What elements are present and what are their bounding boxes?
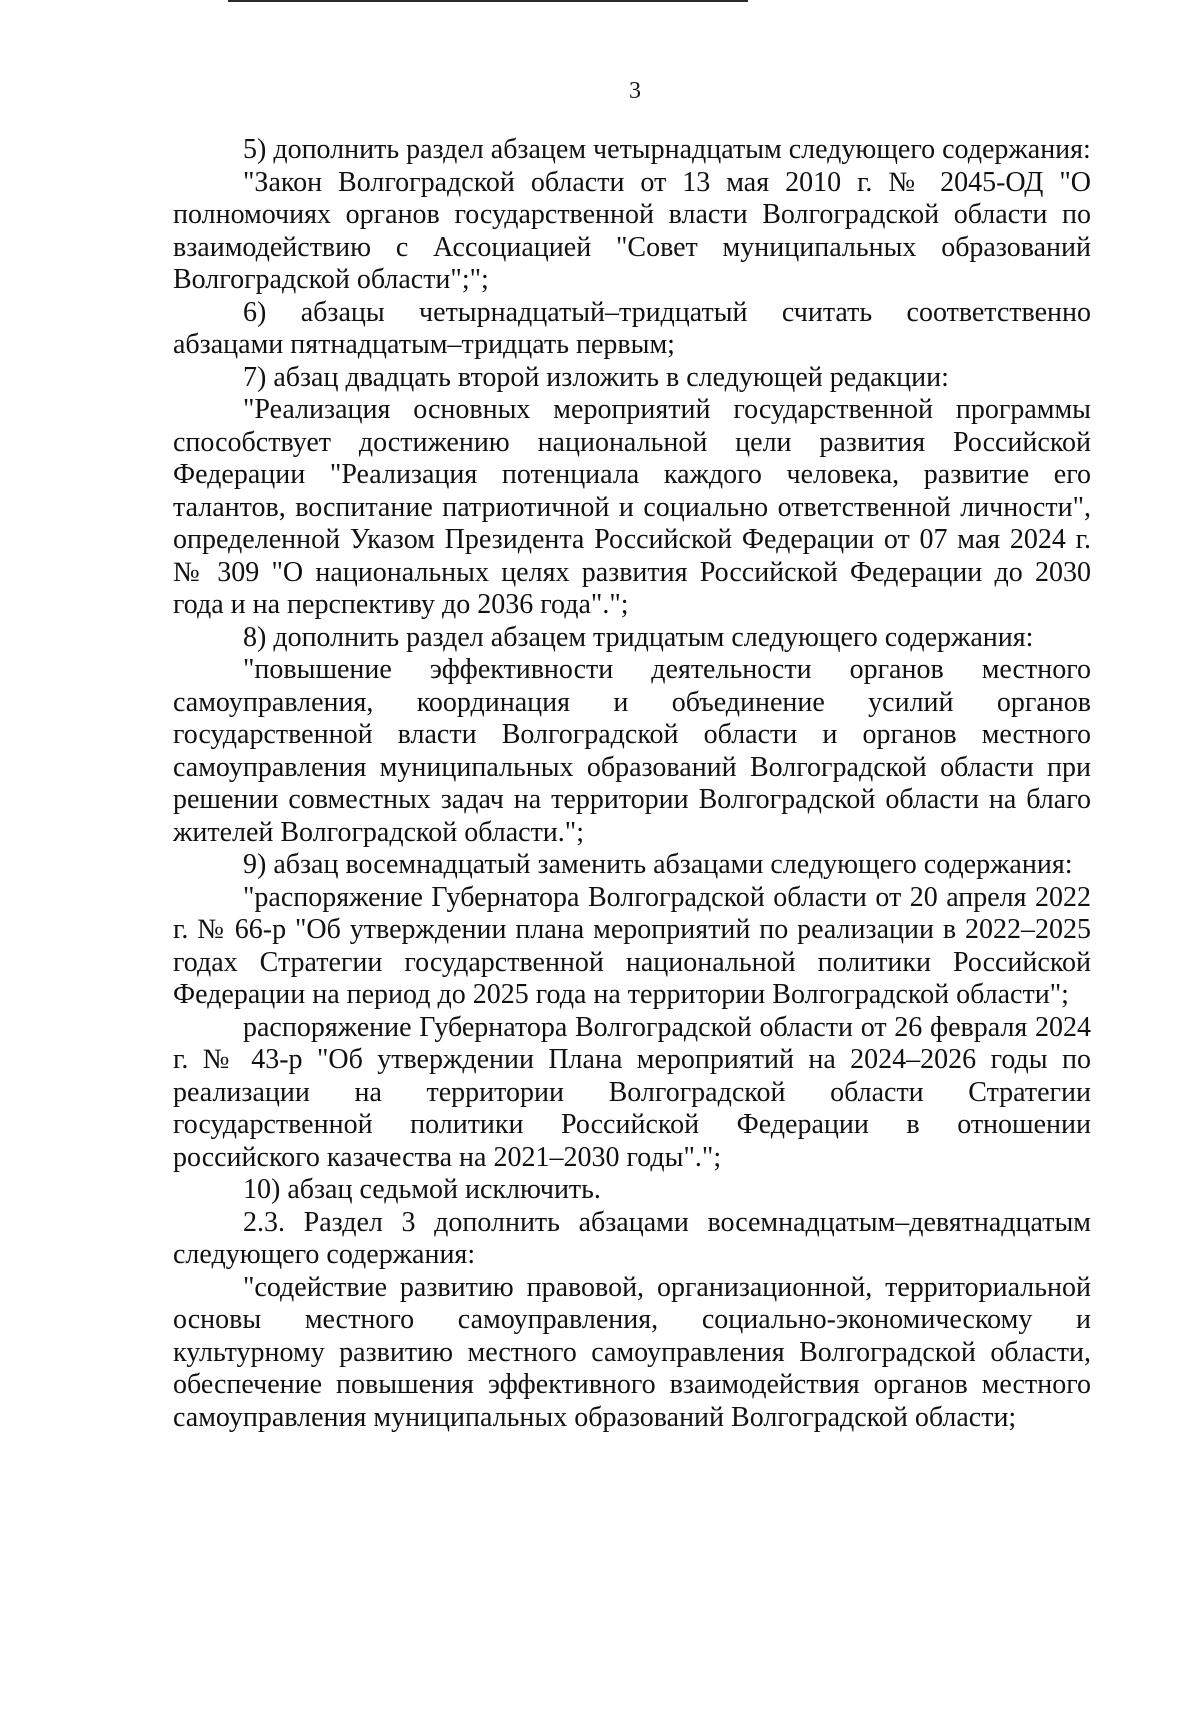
paragraph-item-7: 7) абзац двадцать второй изложить в следующей редакции:	[243, 361, 949, 393]
document-body	[173, 134, 1091, 1434]
paragraph-order-43: распоряжение Губернатора Волгоградской области от 26 февраля 2024 г. № 43-р "Об утверждении Плана мероприятий на 2024–2026 годы по реализации на территории Волгоградской области Стратегии государственной политики Российской Федерации в отношении российского казачества на 2021–2030 годы".";	[173, 1011, 1091, 1173]
paragraph-item-6: 6) абзацы четырнадцатый–тридцатый считать соответственно абзацами пятнадцатым–тридцать первым;	[173, 296, 1091, 360]
paragraph-program-quote: "Реализация основных мероприятий государственной программы способствует достижению национальной цели развития Российской Федерации "Реализация потенциала каждого человека, развитие его талантов, воспитание патриотичной и социально ответственной личности", определенной Указом Президента Российской Федерации от 07 мая 2024 г. № 309 "О национальных целях развития Российской Федерации до 2030 года и на перспективу до 2036 года".";	[173, 394, 1091, 620]
paragraph-efficiency-quote: "повышение эффективности деятельности органов местного самоуправления, координация и объединение усилий органов государственной власти Волгоградской области и органов местного самоуправления муниципальных образований Волгоградской области при решении совместных задач на территории Волгоградской области на благо жителей Волгоградской области.";	[173, 654, 1091, 848]
paragraph-item-8: 8) дополнить раздел абзацем тридцатым следующего содержания:	[243, 621, 1034, 653]
top-edge-rule	[228, 0, 748, 2]
paragraph-item-10: 10) абзац седьмой исключить.	[243, 1174, 601, 1205]
paragraph-item-5: 5) дополнить раздел абзацем четырнадцатым следующего содержания:	[243, 134, 1091, 165]
paragraph-law-quote: "Закон Волгоградской области от 13 мая 2010 г. № 2045-ОД "О полномочиях органов государственной власти Волгоградской области по взаимодействию с Ассоциацией "Совет муниципальных образований Волгоградской области";";	[173, 166, 1091, 295]
paragraph-order-66: "распоряжение Губернатора Волгоградской области от 20 апреля 2022 г. № 66-р "Об утверждении плана мероприятий по реализации в 2022–2025 годах Стратегии государственной национальной политики Российской Федерации на период до 2025 года на территории Волгоградской области";	[173, 881, 1091, 1010]
paragraph-section-2-3: 2.3. Раздел 3 дополнить абзацами восемнадцатым–девятнадцатым следующего содержания:	[173, 1206, 1091, 1270]
paragraph-self-government-quote: "содействие развитию правовой, организационной, территориальной основы местного самоуправления, социально-экономическому и культурному развитию местного самоуправления Волгоградской области, обеспечение повышения эффективного взаимодействия органов местного самоуправления муниципальных образований Волгоградской области;	[173, 1271, 1091, 1433]
page-number: 3	[629, 78, 641, 104]
paragraph-item-9: 9) абзац восемнадцатый заменить абзацами следующего содержания:	[243, 849, 1073, 880]
